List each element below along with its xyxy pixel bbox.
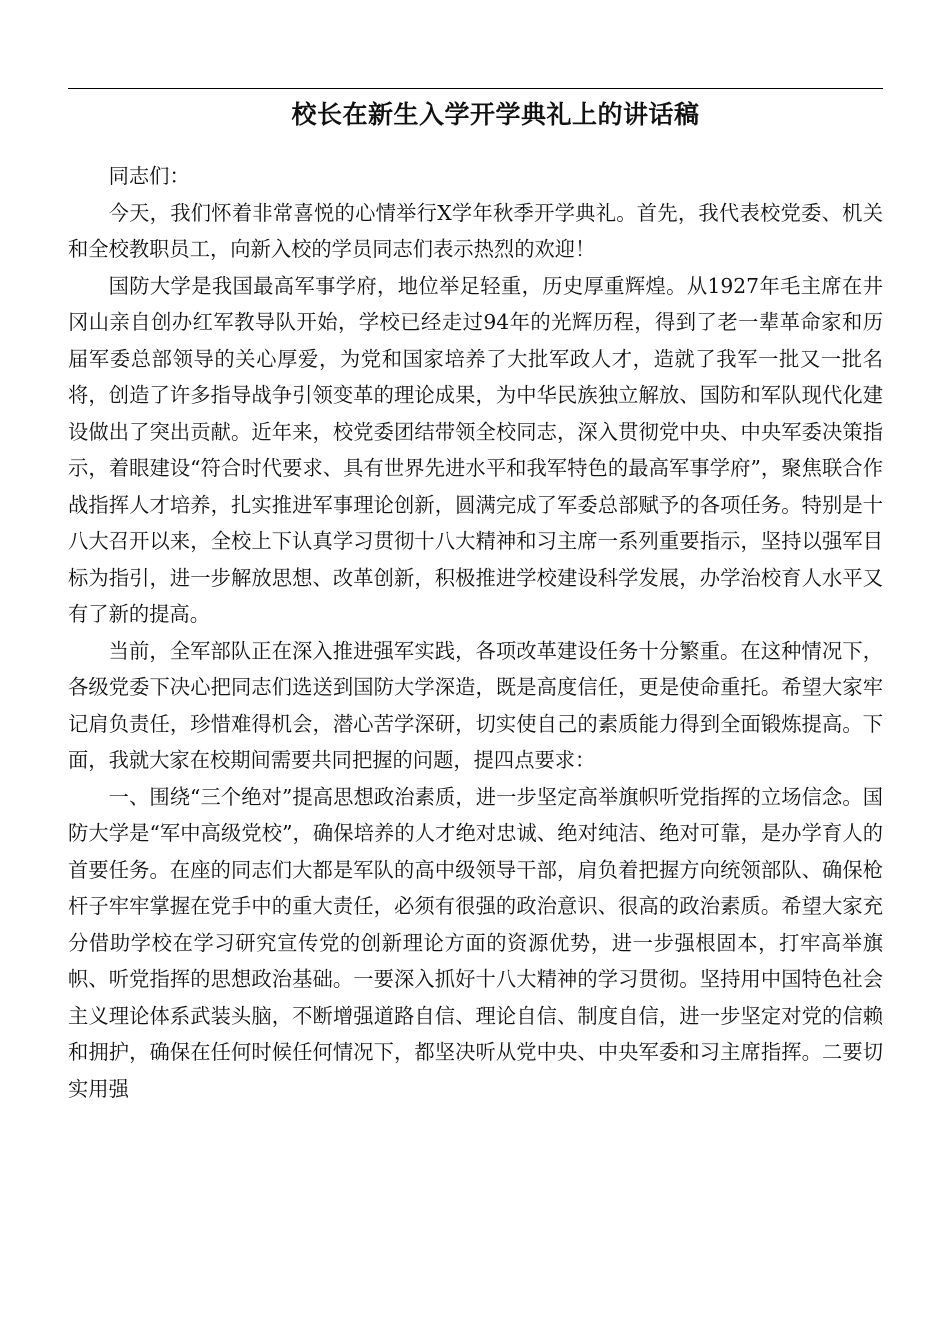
paragraph: 今天，我们怀着非常喜悦的心情举行X学年秋季开学典礼。首先，我代表校党委、机关和全校教职员工，向新入校的学员同志们表示热烈的欢迎！ (68, 200, 883, 261)
greeting: 同志们： (108, 164, 190, 188)
paragraph: 国防大学是我国最高军事学府，地位举足轻重，历史厚重辉煌。从1927年毛主席在井冈山亲自创办红军教导队开始，学校已经走过94年的光辉历程，得到了老一辈革命家和历届军委总部领导的关心厚爱，为党和国家培养了大批军政人才，造就了我军一批又一批名将，创造了许多指导战争引领变革的理论成果，为中华民族独立解放、国防和军队现代化建设做出了突出贡献。近年来，校党委团结带领全校同志，深入贯彻党中央、中央军委决策指示，着眼建设“符合时代要求、具有世界先进水平和我军特色的最高军事学府”，聚焦联合作战指挥人才培养，扎实推进军事理论创新，圆满完成了军委总部赋予的各项任务。特别是十八大召开以来，全校上下认真学习贯彻十八大精神和习主席一系列重要指示，坚持以强军目标为指引，进一步解放思想、改革创新，积极推进学校建设科学发展，办学治校育人水平又有了新的提高。 (68, 273, 883, 626)
paragraph: 一、围绕“三个绝对”提高思想政治素质，进一步坚定高举旗帜听党指挥的立场信念。国防大学是“军中高级党校”，确保培养的人才绝对忠诚、绝对纯洁、绝对可靠，是办学育人的首要任务。在座的同志们大都是军队的高中级领导干部，肩负着把握方向统领部队、确保枪杆子牢牢掌握在党手中的重大责任，必须有很强的政治意识、很高的政治素质。希望大家充分借助学校在学习研究宣传党的创新理论方面的资源优势，进一步强根固本，打牢高举旗帜、听党指挥的思想政治基础。一要深入抓好十八大精神的学习贯彻。坚持用中国特色社会主义理论体系武装头脑，不断增强道路自信、理论自信、制度自信，进一步坚定对党的信赖和拥护，确保在任何时候任何情况下，都坚决听从党中央、中央军委和习主席指挥。二要切实用强 (68, 784, 883, 1101)
document-body (68, 158, 883, 1107)
paragraph: 当前，全军部队正在深入推进强军实践，各项改革建设任务十分繁重。在这种情况下，各级党委下决心把同志们选送到国防大学深造，既是高度信任，更是使命重托。希望大家牢记肩负责任，珍惜难得机会，潜心苦学深研，切实使自己的素质能力得到全面锻炼提高。下面，我就大家在校期间需要共同把握的问题，提四点要求： (68, 638, 883, 772)
header-rule (68, 88, 883, 89)
document-title: 校长在新生入学开学典礼上的讲话稿 (291, 100, 700, 129)
